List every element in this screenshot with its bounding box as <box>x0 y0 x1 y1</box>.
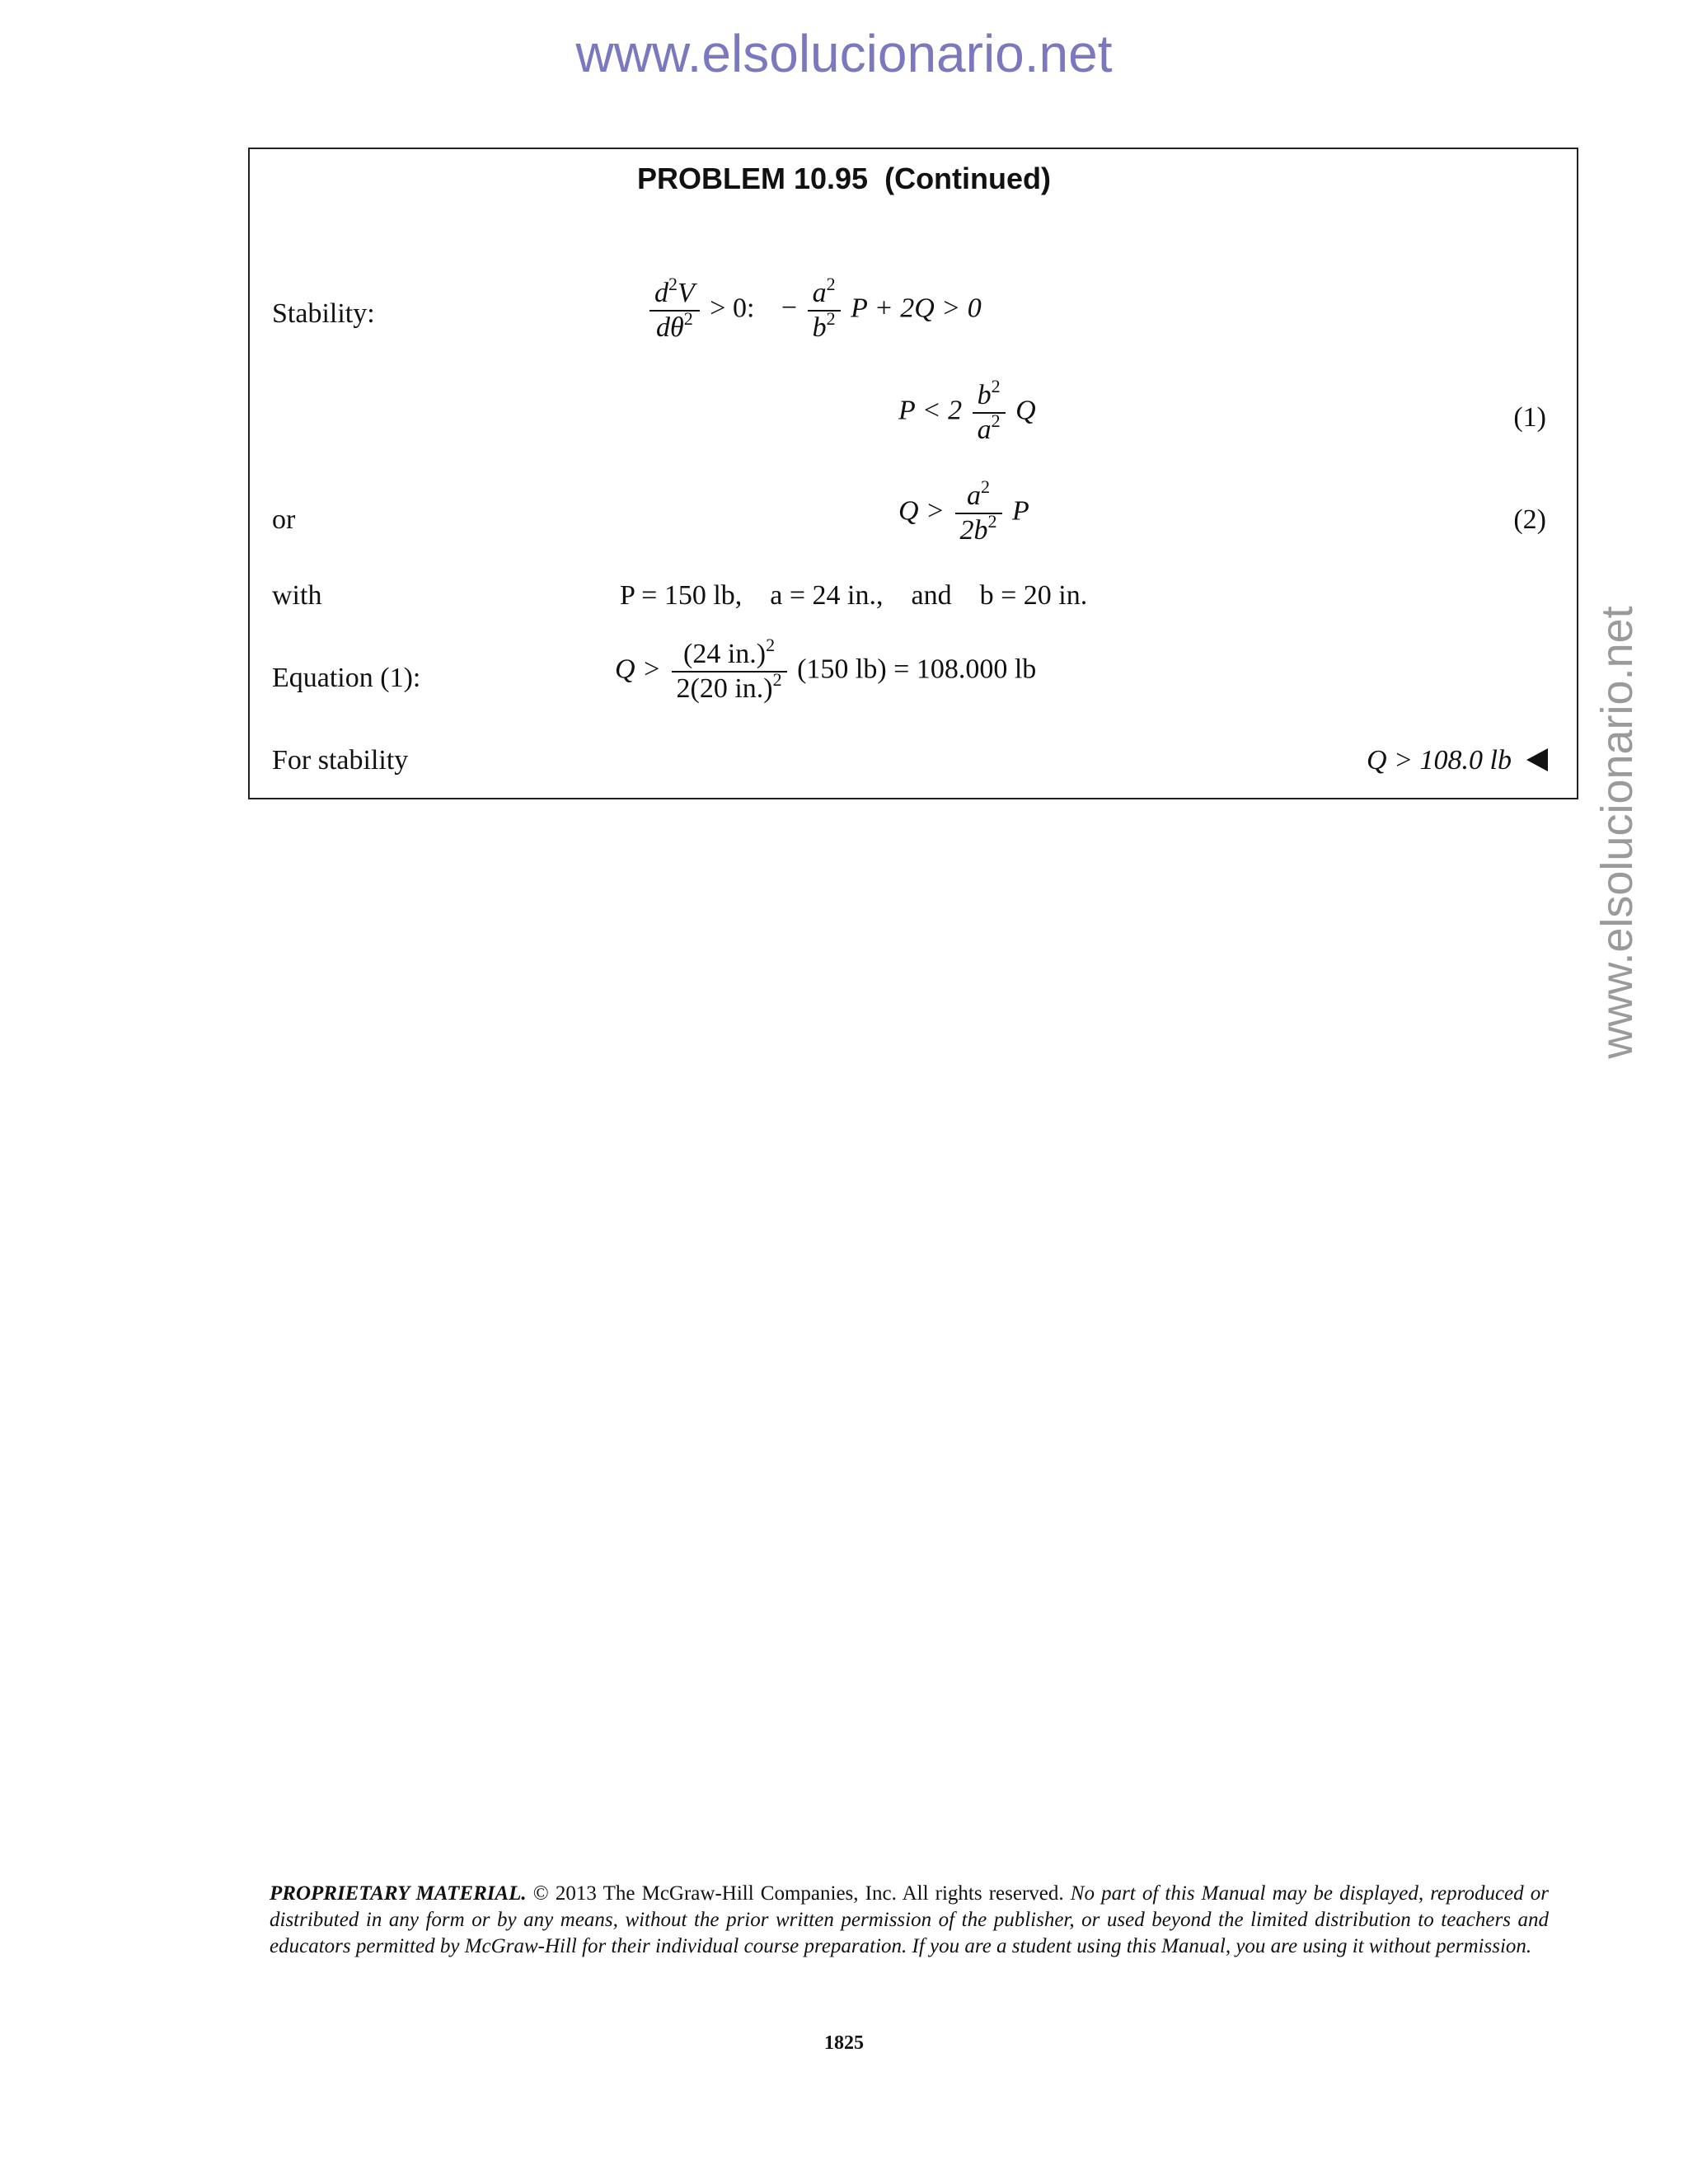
proprietary-notice <box>270 1881 1549 1960</box>
for-stability-label: For stability <box>272 745 409 776</box>
length-ratio-fraction <box>672 635 787 704</box>
exponent: 2 <box>991 410 1001 431</box>
a-symbol: a <box>812 278 827 308</box>
v-symbol: V <box>678 278 695 308</box>
ineq2-lhs: Q > <box>898 495 945 527</box>
a-symbol: a <box>967 480 981 511</box>
numerator: (24 in.) <box>683 639 767 669</box>
d-symbol: d <box>654 278 668 308</box>
a2-over-2b2-fraction <box>955 476 1002 546</box>
b-symbol: b <box>812 312 827 343</box>
theta-symbol: θ <box>670 312 684 343</box>
inequality-1 <box>898 376 1036 445</box>
or-label: or <box>272 504 296 535</box>
exponent: 2 <box>826 307 836 329</box>
exponent: 2 <box>826 274 836 294</box>
equation1-lhs: Q > <box>615 654 661 685</box>
a-symbol: a <box>977 414 992 445</box>
equation-1 <box>615 635 1037 704</box>
stability-rest: P + 2Q > 0 <box>851 293 982 324</box>
b2-over-a2-fraction <box>973 376 1006 445</box>
with-label: with <box>272 580 322 611</box>
equation-number-1: (1) <box>1513 402 1546 433</box>
page-number: 1825 <box>824 2032 864 2054</box>
exponent: 2 <box>683 307 693 329</box>
stability-label: Stability: <box>272 298 375 329</box>
ineq1-lhs: P < 2 <box>898 395 963 426</box>
equation1-rhs: (150 lb) = 108.000 lb <box>797 654 1037 685</box>
exponent: 2 <box>981 476 990 497</box>
notice-text: No part of this Manual may be displayed, reproduced or distributed in any form or by any means, without the prior written permission of the publisher, or used beyond the limited distribution to teachers and educators permitted by McGraw-Hill for their individual course preparation. If you are a student using this Manual, you are using it without permission. <box>270 1882 1550 1957</box>
exponent: 2 <box>668 274 678 294</box>
problem-heading: PROBLEM 10.95 (Continued) <box>636 162 1052 195</box>
exponent: 2 <box>772 668 782 690</box>
d-symbol: d <box>656 312 671 343</box>
notice-lead: PROPRIETARY MATERIAL. <box>270 1882 527 1905</box>
denominator: 2(20 in.) <box>676 673 773 704</box>
d2v-fraction <box>649 274 700 343</box>
p-symbol: P <box>1012 495 1029 527</box>
equation-number-2: (2) <box>1513 504 1546 535</box>
exponent: 2 <box>987 510 997 532</box>
exponent: 2 <box>766 635 776 655</box>
watermark-side: www.elsolucionario.net <box>1592 606 1642 1059</box>
q-symbol: Q <box>1015 395 1036 426</box>
equation-1-label: Equation (1): <box>272 663 421 693</box>
inequality-2 <box>898 476 1029 546</box>
final-answer <box>1367 745 1548 776</box>
given-values: P = 150 lb, a = 24 in., and b = 20 in. <box>620 580 1088 611</box>
minus-sign: − <box>781 293 798 324</box>
exponent: 2 <box>991 376 1001 396</box>
notice-copyright: © 2013 The McGraw-Hill Companies, Inc. All rights reserved. <box>526 1882 1071 1905</box>
b-symbol: b <box>977 380 992 410</box>
greater-than-zero: > 0: <box>710 293 755 324</box>
answer-value: Q > 108.0 lb <box>1367 745 1512 776</box>
a2-over-b2-fraction <box>808 274 841 343</box>
watermark-top: www.elsolucionario.net <box>575 24 1113 83</box>
2b-symbol: 2b <box>959 514 988 546</box>
left-triangle-icon <box>1526 748 1548 771</box>
stability-equation <box>646 274 982 343</box>
